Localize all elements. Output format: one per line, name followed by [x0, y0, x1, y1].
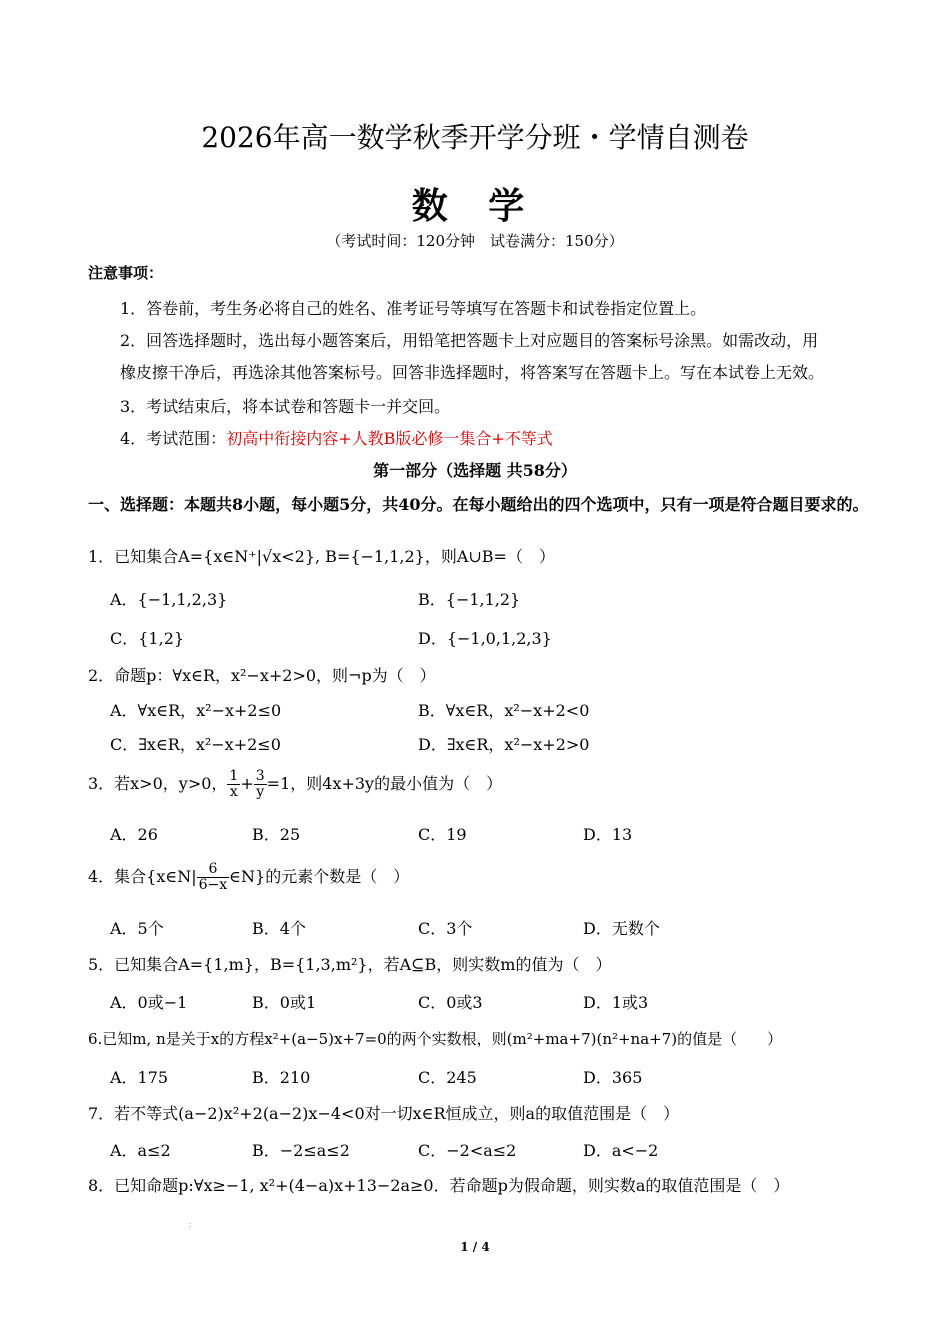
question-6-option-d: D．365 — [583, 1068, 643, 1087]
fraction-numerator: 6 — [197, 862, 230, 878]
question-1-option-c: C．{1,2} — [110, 629, 185, 648]
notice-item-4-prefix: 4．考试范围： — [120, 429, 227, 448]
notice-item-1: 1．答卷前，考生务必将自己的姓名、准考证号等填写在答题卡和试卷指定位置上。 — [120, 299, 707, 318]
question-2-option-a: A．∀x∈R，x²−x+2≤0 — [110, 701, 282, 720]
question-3-prefix: 3．若x>0，y>0， — [88, 774, 228, 793]
fraction-numerator: 1 — [229, 768, 239, 784]
question-3-stem — [88, 762, 502, 806]
question-8-stem: 8．已知命题p:∀x≥−1, x²+(4−a)x+13−2a≥0．若命题p为假命题，则实数a的取值范围是（ ） — [88, 1176, 790, 1195]
question-1-option-b: B．{−1,1,2} — [418, 590, 521, 609]
question-6-option-b: B．210 — [252, 1068, 311, 1087]
question-4-stem — [88, 854, 409, 900]
fraction-3-over-y — [254, 769, 267, 800]
page-number: 1 / 4 — [460, 1240, 490, 1254]
question-1-stem: 1．已知集合A={x∈N⁺|√x<2}, B={−1,1,2}，则A∪B=（ ） — [88, 547, 555, 566]
question-5-option-b: B．0或1 — [252, 993, 317, 1012]
question-7-option-b: B．−2≤a≤2 — [252, 1141, 350, 1160]
fraction-denominator: x — [229, 784, 238, 800]
question-7-stem: 7．若不等式(a−2)x²+2(a−2)x−4<0对一切x∈R恒成立，则a的取值范围是（ ） — [88, 1104, 680, 1123]
section-title: 一、选择题：本题共8小题，每小题5分，共40分。在每小题给出的四个选项中，只有一项是符合题目要求的。 — [88, 495, 869, 514]
exam-title: 2026年高一数学秋季开学分班・学情自测卷 — [201, 121, 749, 154]
fraction-1-over-x — [227, 769, 240, 800]
question-6-stem: 6.已知m, n是关于x的方程x²+(a−5)x+7=0的两个实数根，则(m²+ma+7)(n²+na+7)的值是（ ） — [88, 1030, 783, 1048]
question-2-option-d: D．∃x∈R，x²−x+2>0 — [418, 735, 590, 754]
question-1-option-d: D．{−1,0,1,2,3} — [418, 629, 552, 648]
notice-item-4 — [120, 426, 553, 449]
exam-scope: 初高中衔接内容+人教B版必修一集合+不等式 — [226, 429, 553, 448]
question-3-option-a: A．26 — [110, 825, 158, 844]
plus-sign: + — [240, 774, 254, 793]
notice-heading: 注意事项： — [88, 264, 164, 282]
question-4-option-b: B．4个 — [252, 919, 306, 938]
question-7-option-c: C．−2<a≤2 — [418, 1141, 517, 1160]
part-title: 第一部分（选择题 共58分） — [373, 461, 577, 480]
question-3-suffix: =1，则4x+3y的最小值为（ ） — [266, 774, 503, 793]
question-4-option-d: D．无数个 — [583, 919, 660, 938]
question-1-option-a: A．{−1,1,2,3} — [110, 590, 228, 609]
question-5-stem: 5．已知集合A={1,m}，B={1,3,m²}，若A⊆B，则实数m的值为（ ） — [88, 955, 612, 974]
fraction-6-over-6-minus-x — [197, 862, 230, 893]
question-3-option-d: D．13 — [583, 825, 633, 844]
question-3-option-b: B．25 — [252, 825, 301, 844]
question-4-option-c: C．3个 — [418, 919, 473, 938]
question-6-option-c: C．245 — [418, 1068, 477, 1087]
fraction-denominator: y — [256, 784, 265, 800]
question-5-option-d: D．1或3 — [583, 993, 649, 1012]
question-2-stem: 2．命题p：∀x∈R，x²−x+2>0，则¬p为（ ） — [88, 666, 436, 685]
question-6-option-a: A．175 — [110, 1068, 169, 1087]
scan-mark: ⋮ — [186, 1222, 194, 1231]
subject-title: 数 学 — [411, 185, 539, 227]
question-5-option-c: C．0或3 — [418, 993, 483, 1012]
question-4-option-a: A．5个 — [110, 919, 164, 938]
question-2-option-b: B．∀x∈R，x²−x+2<0 — [418, 701, 590, 720]
notice-item-2a: 2．回答选择题时，选出每小题答案后，用铅笔把答题卡上对应题目的答案标号涂黑。如需改动，用 — [120, 331, 819, 350]
question-2-option-c: C．∃x∈R，x²−x+2≤0 — [110, 735, 281, 754]
notice-item-2b: 橡皮擦干净后，再选涂其他答案标号。回答非选择题时，将答案写在答题卡上。写在本试卷上无效。 — [120, 363, 825, 382]
exam-info: （考试时间：120分钟 试卷满分：150分） — [326, 232, 624, 250]
fraction-denominator: 6−x — [198, 877, 228, 893]
notice-item-3: 3．考试结束后，将本试卷和答题卡一并交回。 — [120, 397, 451, 416]
question-4-prefix: 4．集合{x∈N| — [88, 867, 197, 886]
fraction-numerator: 3 — [255, 768, 265, 784]
question-3-option-c: C．19 — [418, 825, 467, 844]
question-7-option-d: D．a<−2 — [583, 1141, 659, 1160]
question-7-option-a: A．a≤2 — [110, 1141, 171, 1160]
question-4-suffix: ∈N}的元素个数是（ ） — [229, 867, 410, 886]
question-5-option-a: A．0或−1 — [110, 993, 188, 1012]
